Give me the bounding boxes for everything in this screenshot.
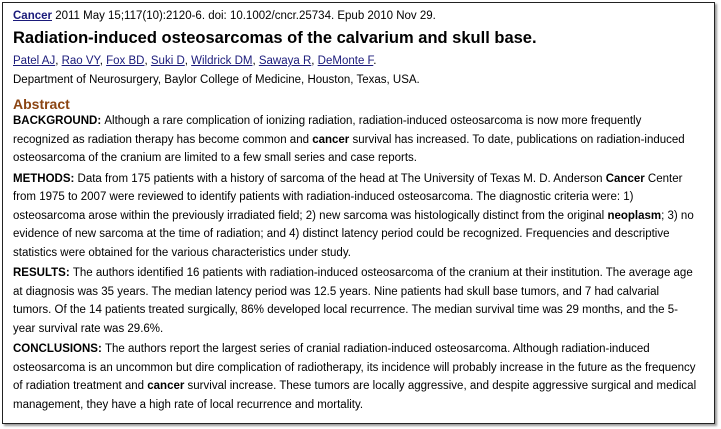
abstract-line	[13, 170, 709, 189]
abstract-text: osteosarcoma of the cranium are limited to a few small series and case reports.	[13, 152, 417, 164]
highlighted-term: neoplasm	[607, 209, 662, 222]
citation-details: 2011 May 15;117(10):2120-6. doi: 10.1002/cncr.25734. Epub 2010 Nov 29.	[52, 10, 436, 22]
abstract-text: management, they have a high rate of local recurrence and mortality.	[13, 398, 364, 411]
abstract-sections	[13, 112, 709, 414]
abstract-line	[13, 301, 709, 320]
section-label: BACKGROUND:	[13, 115, 105, 127]
abstract-content	[13, 9, 709, 414]
author-link[interactable]: Fox BD	[106, 55, 145, 67]
abstract-line	[13, 377, 709, 396]
abstract-line	[13, 149, 709, 168]
abstract-line	[13, 359, 709, 378]
abstract-text: of radiation treatment and	[13, 380, 148, 392]
abstract-line	[13, 244, 709, 263]
highlighted-term: cancer	[147, 380, 185, 392]
abstract-text: Data from 175 patients with a history of sarcoma of the head at The University of Texas M. D. Anderson	[77, 172, 606, 185]
abstract-line	[13, 340, 709, 359]
affiliation: Department of Neurosurgery, Baylor College of Medicine, Houston, Texas, USA.	[13, 74, 420, 86]
author-link[interactable]: DeMonte F	[317, 55, 374, 67]
author-link[interactable]: Suki D	[150, 55, 185, 67]
author-list: Patel AJ, Rao VY, Fox BD, Suki D, Wildrick DM, Sawaya R, DeMonte F.	[13, 55, 377, 67]
abstract-text: survival has increased. To date, publications on radiation-induced	[349, 133, 685, 146]
section-label: METHODS:	[13, 172, 78, 185]
abstract-text: evidence of new sarcoma at the time of radiation; and 4) distinct latency period could be recognized. Frequencies and descriptive	[13, 228, 670, 240]
abstract-line	[13, 207, 709, 226]
highlighted-term: Cancer	[605, 172, 645, 185]
abstract-text: The authors identified 16 patients with radiation-induced osteosarcoma of the cranium at their institution. The average age	[72, 267, 693, 279]
author-link[interactable]: Patel AJ	[13, 55, 56, 67]
abstract-line	[13, 320, 709, 339]
abstract-text: Although a rare complication of ionizing radiation, radiation-induced osteosarcoma is now more frequently	[104, 115, 642, 127]
abstract-line	[13, 264, 709, 283]
abstract-section-results	[13, 264, 709, 338]
abstract-line	[13, 283, 709, 302]
abstract-text: osteosarcoma arose within the previously irradiated field; 2) new sarcoma was histologically distinct from the original	[13, 209, 608, 222]
abstract-text: recognized as radiation therapy has become common and	[13, 133, 313, 146]
abstract-text: statistics were obtained for the various characteristics under study.	[13, 246, 351, 259]
abstract-section-methods	[13, 170, 709, 263]
author-link[interactable]: Sawaya R	[258, 55, 312, 67]
abstract-text: ; 3) no	[661, 209, 694, 222]
author-link[interactable]: Wildrick DM	[191, 55, 253, 67]
abstract-text: osteosarcoma is an uncommon but dire complication of radiotherapy, its incidence will probably increase in the future as the frequency	[13, 361, 696, 374]
author-link[interactable]: Rao VY	[61, 55, 100, 67]
abstract-text: Center	[644, 172, 683, 185]
article-title: Radiation-induced osteosarcomas of the calvarium and skull base.	[13, 29, 537, 47]
section-label: RESULTS:	[13, 267, 73, 279]
abstract-section-conclusions	[13, 340, 709, 414]
citation-line	[13, 9, 709, 23]
abstract-section-background	[13, 112, 709, 168]
abstract-line	[13, 131, 709, 150]
abstract-line	[13, 396, 709, 415]
abstract-text: at diagnosis was 35 years. The median latency period was 12.5 years. Nine patients had skull base tumors, and 7 had calvarial	[13, 285, 660, 298]
highlighted-term: cancer	[312, 133, 350, 146]
abstract-text: survival increase. These tumors are locally aggressive, and despite aggressive surgical and medical	[184, 380, 697, 392]
abstract-text: year survival rate was 29.6%.	[13, 322, 164, 335]
journal-link[interactable]: Cancer	[13, 10, 52, 22]
section-label: CONCLUSIONS:	[13, 343, 105, 355]
abstract-line	[13, 112, 709, 131]
abstract-text: The authors report the largest series of cranial radiation-induced osteosarcoma. Although radiation-induced	[105, 343, 650, 355]
abstract-heading: Abstract	[13, 96, 70, 112]
abstract-line	[13, 188, 709, 207]
abstract-panel	[2, 2, 715, 424]
abstract-text: tumors. Of the 14 patients treated surgically, 86% developed local recurrence. The median survival time was 29 months, and the 5-	[13, 304, 679, 316]
abstract-line	[13, 225, 709, 244]
abstract-text: from 1975 to 2007 were reviewed to identify patients with radiation-induced osteosarcoma. The diagnostic criteria were: 1)	[13, 191, 634, 203]
